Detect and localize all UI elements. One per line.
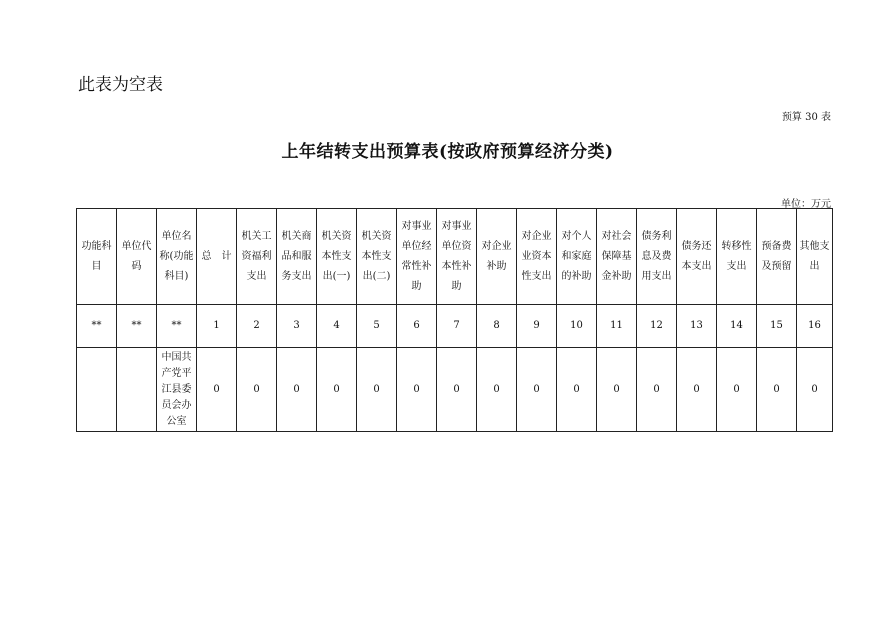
- cell-value: 0: [797, 348, 833, 432]
- index-cell: 7: [437, 305, 477, 348]
- cell-unit-name: 中国共产党平江县委员会办公室: [157, 348, 197, 432]
- index-cell: 2: [237, 305, 277, 348]
- cell-value: 0: [397, 348, 437, 432]
- index-cell: 16: [797, 305, 833, 348]
- index-cell: 10: [557, 305, 597, 348]
- column-index-row: [77, 305, 833, 348]
- header-cell: 对事业单位资本性补助: [437, 209, 477, 305]
- index-cell: **: [77, 305, 117, 348]
- index-cell: 5: [357, 305, 397, 348]
- header-cell: 总 计: [197, 209, 237, 305]
- cell-value: 0: [517, 348, 557, 432]
- header-cell: 债务利息及费用支出: [637, 209, 677, 305]
- header-cell: 功能科目: [77, 209, 117, 305]
- header-cell: 其他支出: [797, 209, 833, 305]
- header-cell: 对企业补助: [477, 209, 517, 305]
- cell-value: 0: [197, 348, 237, 432]
- header-cell: 预备费及预留: [757, 209, 797, 305]
- cell-value: 0: [637, 348, 677, 432]
- index-cell: 13: [677, 305, 717, 348]
- cell-value: 0: [357, 348, 397, 432]
- header-cell: 单位代码: [117, 209, 157, 305]
- cell-value: 0: [237, 348, 277, 432]
- cell-value: 0: [477, 348, 517, 432]
- cell-value: 0: [277, 348, 317, 432]
- header-cell: 债务还本支出: [677, 209, 717, 305]
- cell-value: 0: [717, 348, 757, 432]
- index-cell: 8: [477, 305, 517, 348]
- empty-table-note: 此表为空表: [78, 75, 163, 95]
- cell-value: 0: [677, 348, 717, 432]
- index-cell: **: [117, 305, 157, 348]
- index-cell: 6: [397, 305, 437, 348]
- cell-unit-code: [117, 348, 157, 432]
- unit-label: 单位：万元: [781, 199, 831, 210]
- index-cell: 9: [517, 305, 557, 348]
- index-cell: 15: [757, 305, 797, 348]
- header-cell: 对企业业资本性支出: [517, 209, 557, 305]
- cell-value: 0: [437, 348, 477, 432]
- budget-table: [76, 208, 833, 432]
- header-cell: 机关商品和服务支出: [277, 209, 317, 305]
- table-code: 预算 30 表: [781, 112, 831, 123]
- cell-value: 0: [317, 348, 357, 432]
- header-cell: 机关工资福利支出: [237, 209, 277, 305]
- cell-value: 0: [757, 348, 797, 432]
- header-cell: 单位名称(功能科目): [157, 209, 197, 305]
- header-cell: 机关资本性支出(一): [317, 209, 357, 305]
- index-cell: 3: [277, 305, 317, 348]
- index-cell: 11: [597, 305, 637, 348]
- index-cell: **: [157, 305, 197, 348]
- header-cell: 对事业单位经常性补助: [397, 209, 437, 305]
- header-cell: 转移性支出: [717, 209, 757, 305]
- index-cell: 4: [317, 305, 357, 348]
- cell-value: 0: [557, 348, 597, 432]
- header-cell: 对社会保障基金补助: [597, 209, 637, 305]
- index-cell: 14: [717, 305, 757, 348]
- header-cell: 对个人和家庭的补助: [557, 209, 597, 305]
- cell-function-code: [77, 348, 117, 432]
- index-cell: 1: [197, 305, 237, 348]
- table-header-row: [77, 209, 833, 305]
- index-cell: 12: [637, 305, 677, 348]
- header-cell: 机关资本性支出(二): [357, 209, 397, 305]
- cell-value: 0: [597, 348, 637, 432]
- page-title: 上年结转支出预算表(按政府预算经济分类): [281, 142, 614, 162]
- table-row: [77, 348, 833, 432]
